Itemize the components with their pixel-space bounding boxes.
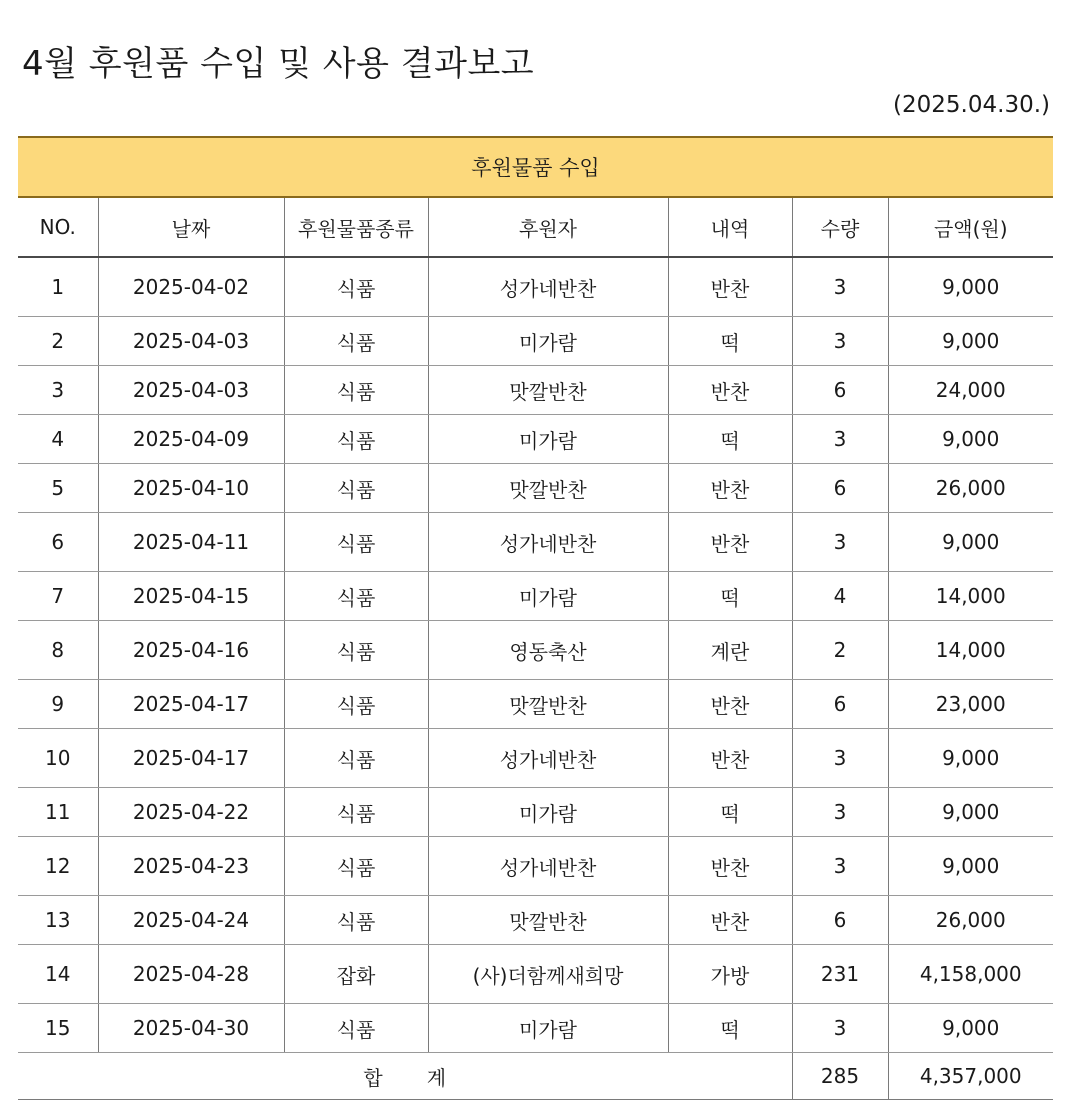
cell-date: 2025-04-22 [98, 788, 284, 837]
column-header-no: NO. [18, 197, 98, 257]
page-title: 4월 후원품 수입 및 사용 결과보고 [22, 44, 535, 84]
cell-qty: 6 [792, 464, 888, 513]
column-header-donor: 후원자 [428, 197, 668, 257]
cell-qty: 2 [792, 621, 888, 680]
cell-type: 식품 [284, 513, 428, 572]
donation-income-table [18, 136, 1053, 1100]
cell-qty: 6 [792, 366, 888, 415]
cell-amount: 9,000 [888, 837, 1053, 896]
cell-item: 떡 [668, 572, 792, 621]
cell-item: 떡 [668, 317, 792, 366]
cell-item: 계란 [668, 621, 792, 680]
column-header-item: 내역 [668, 197, 792, 257]
cell-item: 반찬 [668, 513, 792, 572]
cell-item: 반찬 [668, 464, 792, 513]
cell-no: 8 [18, 621, 98, 680]
table-row [18, 464, 1053, 513]
cell-type: 식품 [284, 415, 428, 464]
cell-date: 2025-04-10 [98, 464, 284, 513]
cell-no: 14 [18, 945, 98, 1004]
cell-type: 식품 [284, 572, 428, 621]
table-row [18, 896, 1053, 945]
cell-date: 2025-04-03 [98, 317, 284, 366]
cell-no: 9 [18, 680, 98, 729]
cell-date: 2025-04-17 [98, 729, 284, 788]
cell-date: 2025-04-03 [98, 366, 284, 415]
cell-no: 6 [18, 513, 98, 572]
cell-donor: 미가람 [428, 415, 668, 464]
cell-amount: 9,000 [888, 257, 1053, 317]
cell-date: 2025-04-30 [98, 1004, 284, 1053]
section-title: 후원물품 수입 [18, 137, 1053, 197]
cell-qty: 3 [792, 415, 888, 464]
cell-amount: 24,000 [888, 366, 1053, 415]
cell-no: 4 [18, 415, 98, 464]
total-label [18, 1053, 792, 1100]
cell-item: 떡 [668, 415, 792, 464]
cell-type: 식품 [284, 788, 428, 837]
cell-date: 2025-04-24 [98, 896, 284, 945]
cell-donor: 미가람 [428, 572, 668, 621]
cell-donor: 성가네반찬 [428, 513, 668, 572]
cell-item: 반찬 [668, 896, 792, 945]
cell-donor: 성가네반찬 [428, 729, 668, 788]
total-amount: 4,357,000 [888, 1053, 1053, 1100]
total-qty: 285 [792, 1053, 888, 1100]
table-row [18, 415, 1053, 464]
cell-no: 5 [18, 464, 98, 513]
cell-amount: 9,000 [888, 317, 1053, 366]
cell-no: 15 [18, 1004, 98, 1053]
column-header-row [18, 197, 1053, 257]
cell-date: 2025-04-28 [98, 945, 284, 1004]
column-header-date: 날짜 [98, 197, 284, 257]
cell-type: 식품 [284, 317, 428, 366]
table-row [18, 729, 1053, 788]
cell-type: 식품 [284, 621, 428, 680]
cell-no: 11 [18, 788, 98, 837]
cell-qty: 3 [792, 513, 888, 572]
cell-qty: 6 [792, 896, 888, 945]
cell-date: 2025-04-11 [98, 513, 284, 572]
cell-donor: (사)더함께새희망 [428, 945, 668, 1004]
table-row [18, 317, 1053, 366]
cell-no: 10 [18, 729, 98, 788]
table-row [18, 621, 1053, 680]
cell-date: 2025-04-16 [98, 621, 284, 680]
column-header-amount: 금액(원) [888, 197, 1053, 257]
table-row [18, 366, 1053, 415]
cell-no: 7 [18, 572, 98, 621]
cell-type: 식품 [284, 1004, 428, 1053]
cell-qty: 231 [792, 945, 888, 1004]
table-row [18, 945, 1053, 1004]
table-row [18, 837, 1053, 896]
cell-amount: 9,000 [888, 1004, 1053, 1053]
cell-amount: 9,000 [888, 513, 1053, 572]
cell-item: 떡 [668, 1004, 792, 1053]
cell-type: 식품 [284, 837, 428, 896]
cell-no: 12 [18, 837, 98, 896]
cell-date: 2025-04-09 [98, 415, 284, 464]
table-row [18, 1004, 1053, 1053]
cell-amount: 14,000 [888, 572, 1053, 621]
cell-amount: 14,000 [888, 621, 1053, 680]
cell-type: 식품 [284, 729, 428, 788]
cell-type: 식품 [284, 366, 428, 415]
cell-item: 떡 [668, 788, 792, 837]
cell-qty: 3 [792, 788, 888, 837]
cell-donor: 영동축산 [428, 621, 668, 680]
total-row [18, 1053, 1053, 1100]
total-label-part: 합 [363, 1065, 383, 1090]
cell-item: 반찬 [668, 680, 792, 729]
cell-type: 잡화 [284, 945, 428, 1004]
cell-qty: 3 [792, 729, 888, 788]
cell-item: 반찬 [668, 366, 792, 415]
cell-amount: 23,000 [888, 680, 1053, 729]
cell-qty: 6 [792, 680, 888, 729]
table-row [18, 513, 1053, 572]
cell-type: 식품 [284, 680, 428, 729]
column-header-type: 후원물품종류 [284, 197, 428, 257]
cell-qty: 3 [792, 257, 888, 317]
cell-no: 13 [18, 896, 98, 945]
cell-no: 3 [18, 366, 98, 415]
cell-donor: 맛깔반찬 [428, 464, 668, 513]
cell-no: 1 [18, 257, 98, 317]
cell-donor: 성가네반찬 [428, 837, 668, 896]
cell-item: 가방 [668, 945, 792, 1004]
total-label-part: 계 [426, 1065, 447, 1090]
cell-date: 2025-04-15 [98, 572, 284, 621]
cell-donor: 맛깔반찬 [428, 896, 668, 945]
cell-donor: 성가네반찬 [428, 257, 668, 317]
cell-amount: 26,000 [888, 896, 1053, 945]
cell-item: 반찬 [668, 729, 792, 788]
cell-item: 반찬 [668, 257, 792, 317]
table-row [18, 680, 1053, 729]
section-header-row [18, 137, 1053, 197]
cell-no: 2 [18, 317, 98, 366]
cell-qty: 3 [792, 1004, 888, 1053]
cell-date: 2025-04-17 [98, 680, 284, 729]
cell-donor: 맛깔반찬 [428, 680, 668, 729]
cell-date: 2025-04-23 [98, 837, 284, 896]
cell-donor: 미가람 [428, 317, 668, 366]
cell-donor: 미가람 [428, 788, 668, 837]
cell-type: 식품 [284, 464, 428, 513]
cell-qty: 4 [792, 572, 888, 621]
table-row [18, 788, 1053, 837]
cell-amount: 26,000 [888, 464, 1053, 513]
cell-item: 반찬 [668, 837, 792, 896]
cell-qty: 3 [792, 837, 888, 896]
cell-amount: 9,000 [888, 415, 1053, 464]
cell-amount: 4,158,000 [888, 945, 1053, 1004]
column-header-qty: 수량 [792, 197, 888, 257]
cell-type: 식품 [284, 896, 428, 945]
cell-qty: 3 [792, 317, 888, 366]
cell-date: 2025-04-02 [98, 257, 284, 317]
table-body [18, 257, 1053, 1053]
table-row [18, 572, 1053, 621]
report-date: (2025.04.30.) [893, 92, 1050, 118]
cell-amount: 9,000 [888, 729, 1053, 788]
cell-amount: 9,000 [888, 788, 1053, 837]
table-row [18, 257, 1053, 317]
cell-type: 식품 [284, 257, 428, 317]
cell-donor: 미가람 [428, 1004, 668, 1053]
cell-donor: 맛깔반찬 [428, 366, 668, 415]
